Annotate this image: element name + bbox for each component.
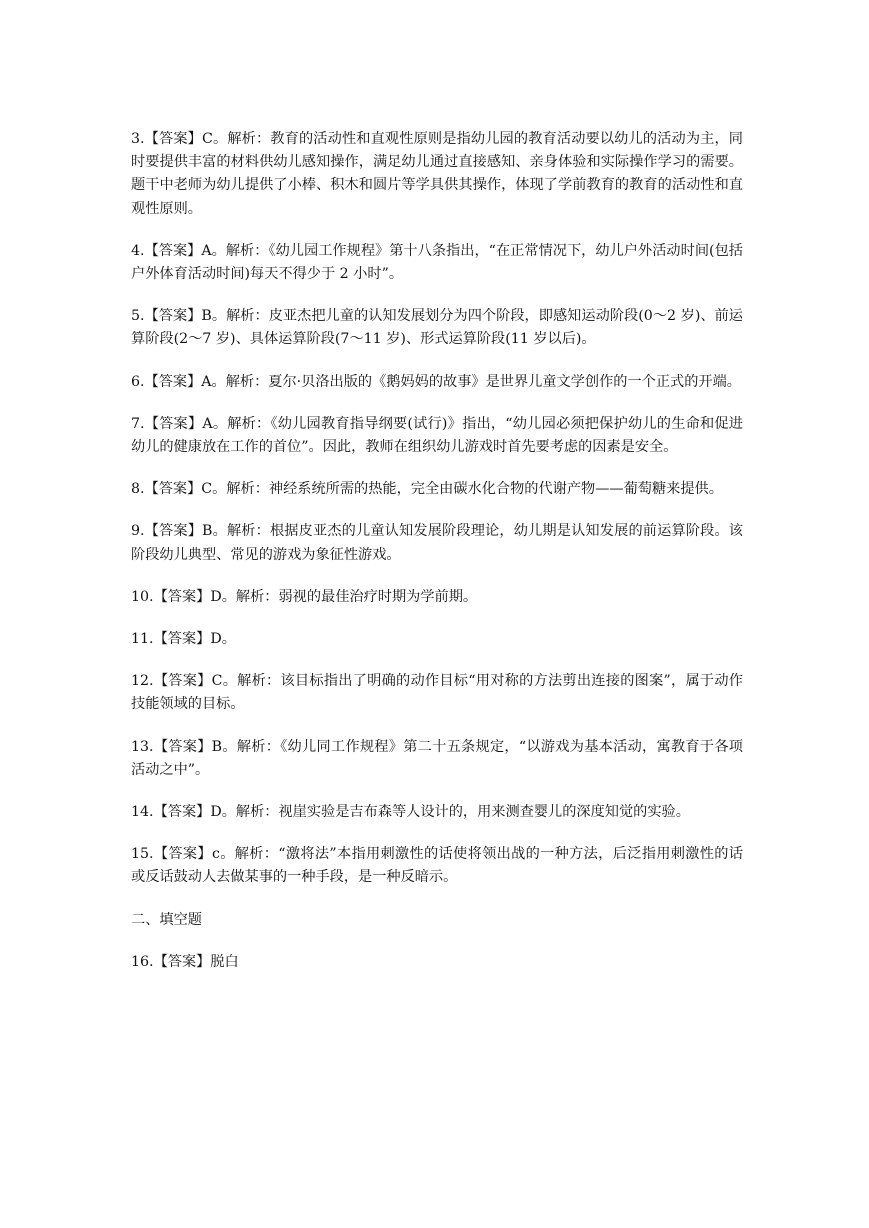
answer-item-6: 6.【答案】A。解析：夏尔·贝洛出版的《鹅妈妈的故事》是世界儿童文学创作的一个正式的开端。 <box>131 373 741 390</box>
answer-item-4: 4.【答案】A。解析：《幼儿园工作规程》第十八条指出，“在正常情况下，幼儿户外活动时间(包括户外体育活动时间)每天不得少于 2 小时”。 <box>131 242 743 283</box>
answer-item-13: 13.【答案】B。解析：《幼儿同工作规程》第二十五条规定，“以游戏为基本活动，寓教育于各项活动之中”。 <box>131 738 743 778</box>
answer-item-12: 12.【答案】C。解析：该目标指出了明确的动作目标“用对称的方法剪出连接的图案”，属于动作技能领域的目标。 <box>131 673 743 713</box>
answer-item-7: 7.【答案】A。解析：《幼儿园教育指导纲要(试行)》指出，“幼儿园必须把保护幼儿的生命和促进幼儿的健康放在工作的首位”。因此，教师在组织幼儿游戏时首先要考虑的因素是安全。 <box>131 415 743 456</box>
answer-document <box>131 128 743 993</box>
answer-item-10: 10.【答案】D。解析：弱视的最佳治疗时期为学前期。 <box>131 588 478 605</box>
answer-item-11: 11.【答案】D。 <box>131 631 236 648</box>
answer-item-14: 14.【答案】D。解析：视崖实验是吉布森等人设计的，用来测查婴儿的深度知觉的实验。 <box>131 804 690 821</box>
answer-item-5: 5.【答案】B。解析：皮亚杰把儿童的认知发展划分为四个阶段，即感知运动阶段(0～2 岁)、前运算阶段(2～7 岁)、具体运算阶段(7～11 岁)、形式运算阶段(11 岁以后)。 <box>131 308 743 348</box>
answer-item-9: 9.【答案】B。解析：根据皮亚杰的儿童认知发展阶段理论，幼儿期是认知发展的前运算阶段。该阶段幼儿典型、常见的游戏为象征性游戏。 <box>131 523 743 563</box>
section-heading-fill-in: 二、填空题 <box>131 911 202 928</box>
answer-item-3: 3.【答案】C。解析：教育的活动性和直观性原则是指幼儿园的教育活动要以幼儿的活动为主，同时要提供丰富的材料供幼儿感知操作，满足幼儿通过直接感知、亲身体验和实际操作学习的需要。题干中老师为幼儿提供了小棒、积木和圆片等学具供其操作，体现了学前教育的教育的活动性和直观性原则。 <box>131 131 743 217</box>
answer-item-8: 8.【答案】C。解析：神经系统所需的热能，完全由碳水化合物的代谢产物——葡萄糖来提供。 <box>131 481 723 498</box>
answer-item-15: 15.【答案】c。解析：“激将法”本指用刺激性的话使将领出战的一种方法，后泛指用刺激性的话或反话鼓动人去做某事的一种手段，是一种反暗示。 <box>131 846 743 886</box>
answer-item-16: 16.【答案】脱白 <box>131 953 239 970</box>
